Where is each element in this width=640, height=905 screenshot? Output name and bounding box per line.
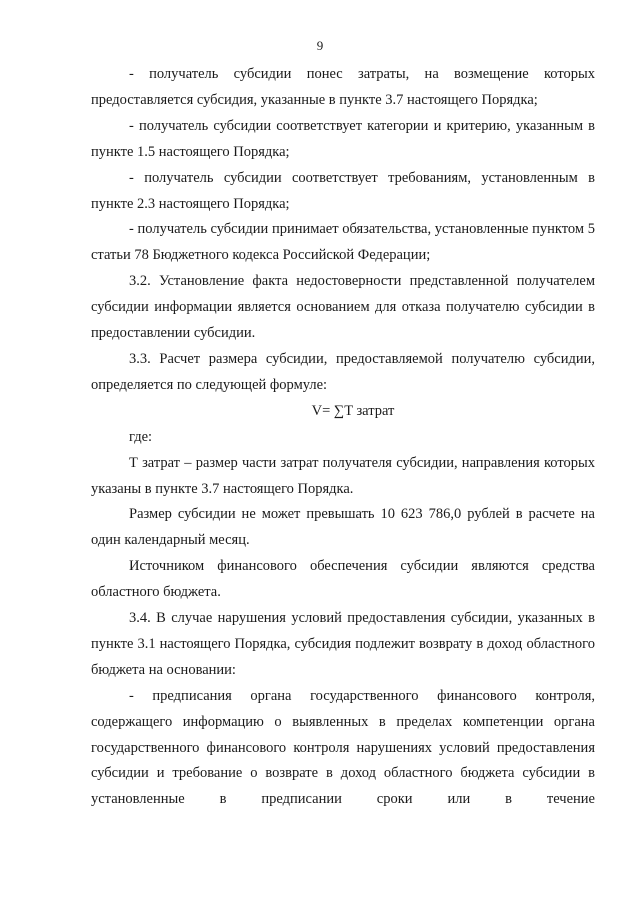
subsidy-formula: V= ∑T затрат: [311, 402, 395, 419]
paragraph-condition-requirements: - получатель субсидии соответствует требованиям, установленным в пункте 2.3 настоящего Порядка;: [91, 169, 595, 212]
page-number: 9: [316, 38, 324, 53]
paragraph-3-2: 3.2. Установление факта недостоверности представленной получателем субсидии информации является основанием для отказа получателю субсидии в предоставлении субсидии.: [91, 273, 595, 342]
paragraph-3-4: 3.4. В случае нарушения условий предоставления субсидии, указанных в пункте 3.1 настоящего Порядка, субсидия подлежит возврату в доход областного бюджета на основании:: [91, 610, 595, 678]
paragraph-3-3: 3.3. Расчет размера субсидии, предоставляемой получателю субсидии, определяется по следующей формуле:: [91, 350, 595, 393]
paragraph-condition-category: - получатель субсидии соответствует категории и критерию, указанным в пункте 1.5 настоящего Порядка;: [91, 117, 595, 160]
paragraph-prescription: - предписания органа государственного финансового контроля, содержащего информацию о выявленных в пределах компетенции органа государственного финансового контроля нарушениях условий предоставления субсидии и требование о возврате в доход областного бюджета субсидии в установленные в предписании сроки или в течение: [91, 687, 595, 808]
paragraph-where: где:: [129, 428, 153, 445]
paragraph-condition-obligations: - получатель субсидии принимает обязательства, установленные пунктом 5 статьи 78 Бюджетного кодекса Российской Федерации;: [91, 221, 595, 264]
paragraph-condition-expenses: - получатель субсидии понес затраты, на возмещение которых предоставляется субсидия, указанные в пункте 3.7 настоящего Порядка;: [91, 66, 595, 108]
paragraph-t-definition: Т затрат – размер части затрат получателя субсидии, направления которых указаны в пункте 3.7 настоящего Порядка.: [91, 454, 595, 497]
document-body: [91, 62, 595, 813]
paragraph-subsidy-limit: Размер субсидии не может превышать 10 623 786,0 рублей в расчете на один календарный месяц.: [91, 506, 595, 549]
paragraph-funding-source: Источником финансового обеспечения субсидии являются средства областного бюджета.: [91, 558, 595, 601]
